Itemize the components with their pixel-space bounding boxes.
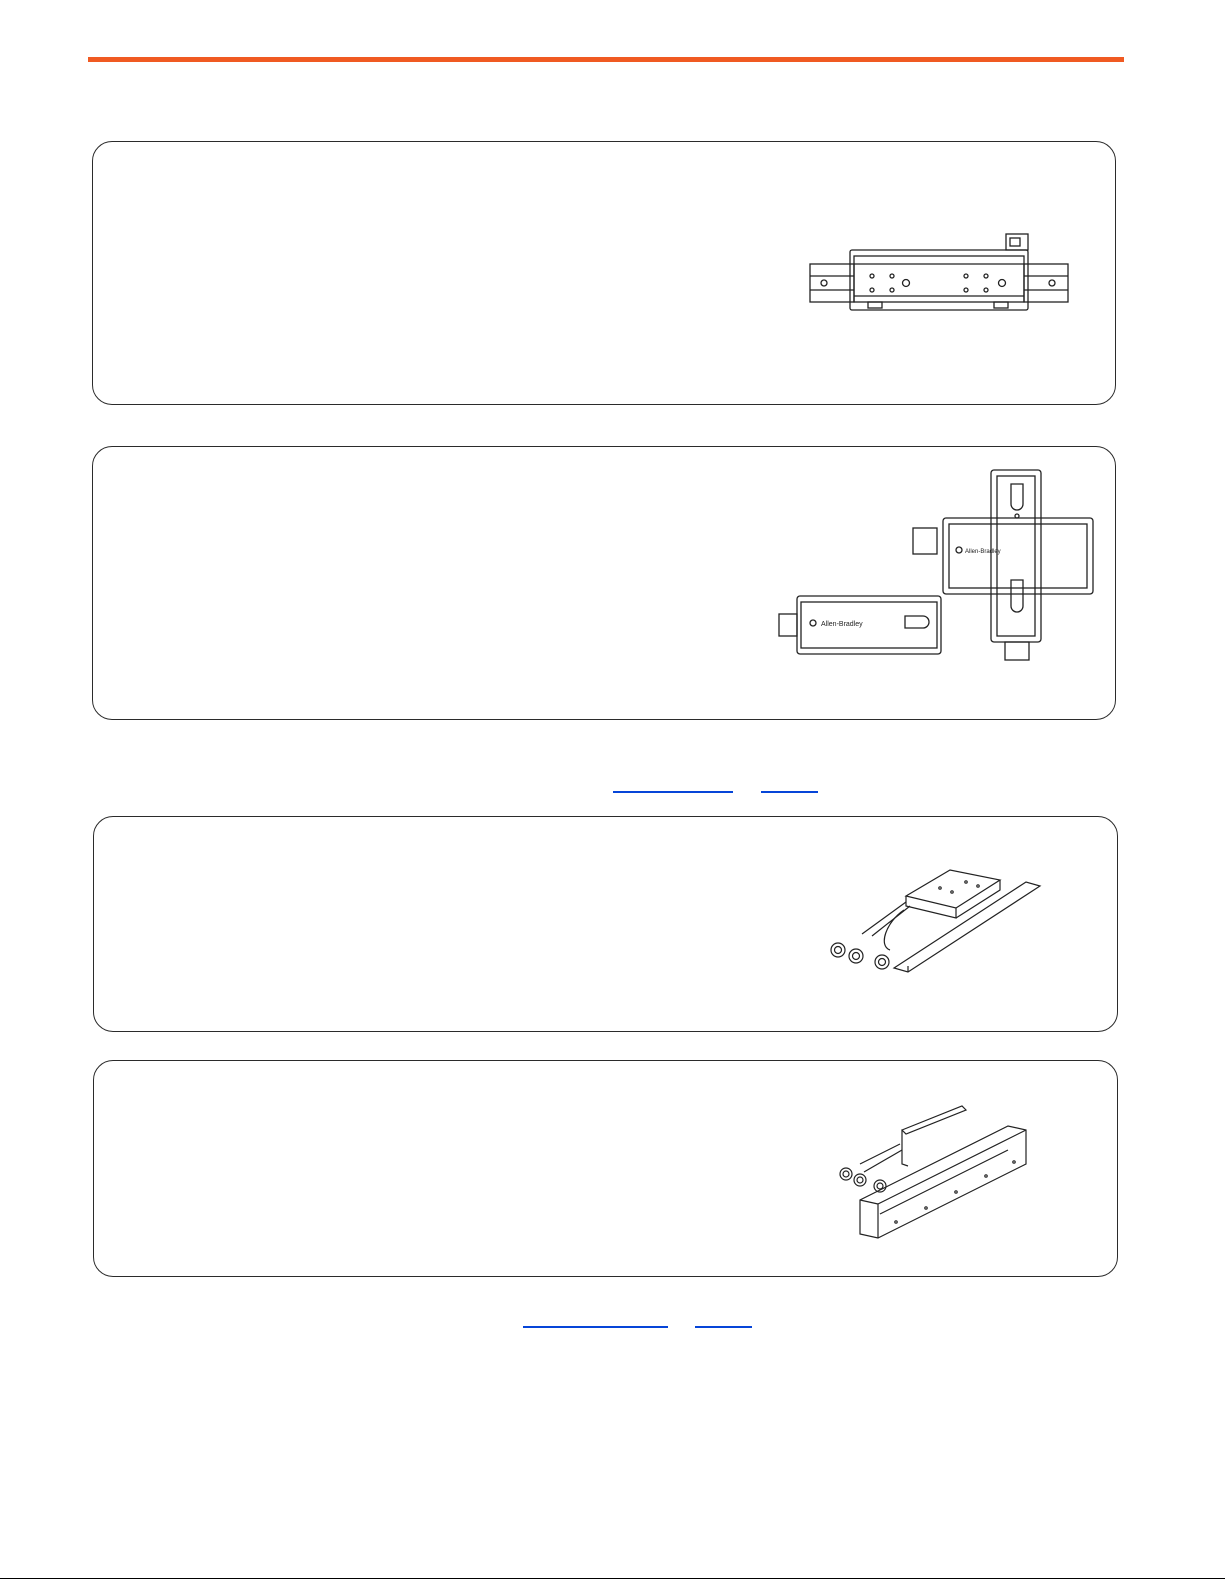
svg-text:Allen-Bradley: Allen-Bradley: [965, 549, 1001, 555]
link-underline[interactable]: [695, 1326, 752, 1328]
linear-stage-icon: [808, 232, 1070, 312]
link-underline[interactable]: [523, 1326, 668, 1328]
svg-text:Allen-Bradley: Allen-Bradley: [821, 621, 863, 628]
header-accent-rule: [88, 57, 1124, 62]
page-bottom-rule: [0, 1578, 1225, 1579]
link-underline[interactable]: [761, 791, 818, 793]
link-underline[interactable]: [613, 791, 733, 793]
linear-motor-flat-icon: [826, 862, 1042, 974]
multi-axis-stage-icon: [775, 466, 1100, 662]
linear-motor-ironless-icon: [836, 1104, 1032, 1242]
